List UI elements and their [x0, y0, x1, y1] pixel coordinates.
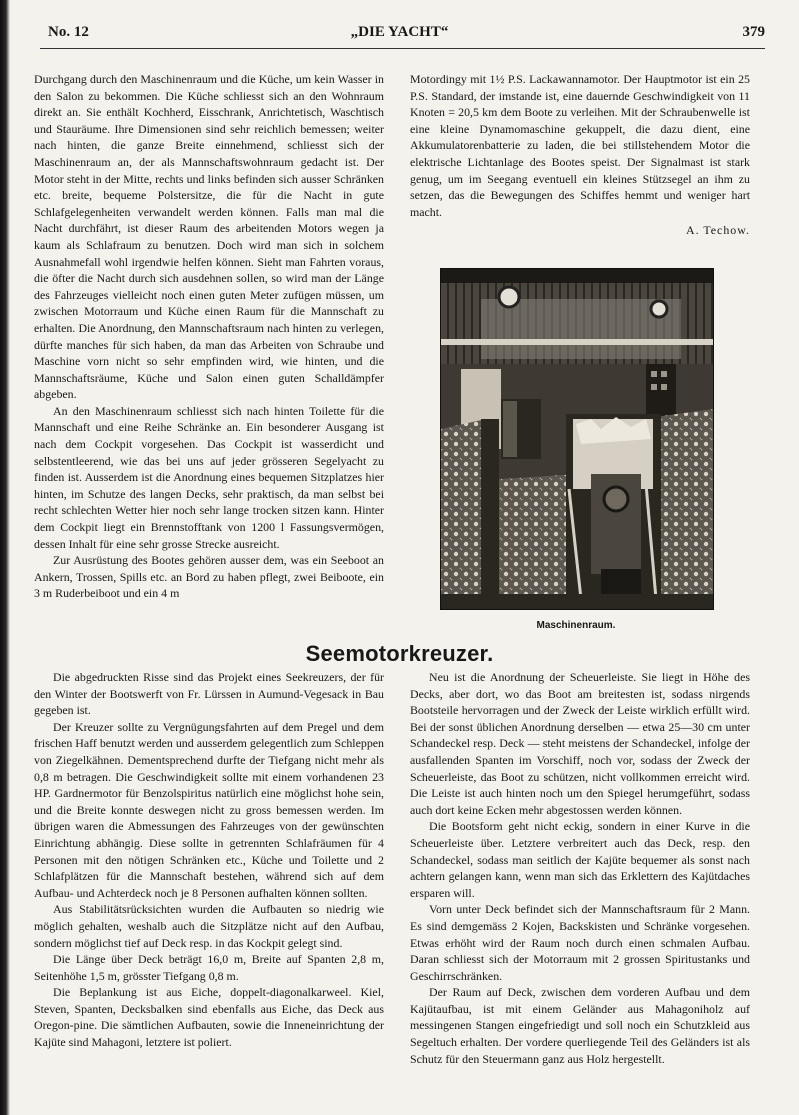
- paragraph: Durchgang durch den Maschinenraum und die Küche, um kein Wasser in den Salon zu bekommen. Die Küche schliesst sich an den Wohnraum direkt an. Sie enthält Kochherd, Eisschrank, Anrichtetisch, Waschtisch und Stauräume. Ihre Dimensionen sind sehr reichlich bemessen; weiter nach hinten, die ganze Breite einnehmend, schliesst sich der Maschinenraum an, der als Mannschaftswohnraum gedacht ist. Der Motor steht in der Mitte, rechts und links befinden sich ausser Schränken etc. breite, bequeme Polstersitze, die für die Nacht in gute Schlafgelegenheiten verwandelt werden können. Falls man mal die Nacht durchfährt, ist dieser Raum des arbeitenden Motors wegen ja kaum als Schlafraum zu benutzen. Doch wird man sich in solchem Ausnahmefall wohl irgendwie helfen können. Sieht man Fahrten voraus, die öfter die Nacht durch sich ausdehnen sollen, so wird man der Länge des Fahrzeuges vielleicht noch einen guten Meter zufügen müssen, um zwischen Motorraum und Küche einen Raum für die Mannschaft zu erhalten. Die Anordnung, den Mannschaftsraum nach hinten zu verlegen, dürfte manches für sich haben, da man das Arbeiten von Schraube und Maschine vorn nicht so sehr empfinden wird, wie hinten, und die Mannschaftsräume, Küche und Salon einen guten Schalldämpfer abgeben.: [34, 72, 384, 402]
- paragraph: Die Beplankung ist aus Eiche, doppelt-diagonalkarweel. Kiel, Steven, Spanten, Decksbalken sind ebenfalls aus Eiche, das Deck aus Oregon-pine. Die sämtlichen Aufbauten, sowie die Inneneinrichtung der Kajüte sind Mahagoni, letztere ist poliert.: [34, 985, 384, 1050]
- paragraph: Motordingy mit 1½ P.S. Lackawannamotor. Der Hauptmotor ist ein 25 P.S. Standard, der imstande ist, eine dauernde Geschwindigkeit von 11 Knoten = 20,5 km dem Boote zu verleihen. Mit der Schraubenwelle ist eine kleine Dynamomaschine gekuppelt, die dazu dient, eine Akkumulatorenbatterie zu laden, die bei stillstehendem Motor die elektrische Lichtanlage des Bootes speist. Der Signalmast ist stark genug, um im Seegang eventuell ein kleines Stützsegel an ihm zu setzen, das die Bewegungen des Schiffes hemmt und weniger hart macht.: [410, 72, 750, 219]
- issue-number: No. 12: [48, 24, 89, 40]
- paragraph: An den Maschinenraum schliesst sich nach hinten Toilette für die Mannschaft und eine Reihe Schränke an. Ein besonderer Ausgang ist nach dem Cockpit vorgesehen. Das Cockpit ist wasserdicht und selbstentleerend, wie das bei uns auf jeder grösseren Segelyacht zu finden ist. Ausserdem ist die Anordnung eines bequemen Sitzplatzes hier hinten, im Schutze des langen Decks, sehr praktisch, da man selbst bei recht schlechten Wetter hier noch sehr lange trocken sitzen kann. Hinter dem Cockpit liegt ein Brennstofftank von 1200 l Fassungsvermögen, dessen Inhalt für eine sehr grosse Strecke ausreicht.: [34, 403, 384, 551]
- engine-room-photo: [440, 268, 714, 610]
- paragraph: Neu ist die Anordnung der Scheuerleiste. Sie liegt in Höhe des Decks, aber dort, wo das Boot am breitesten ist, sodass nirgends Bootsteile hervorragen und der Zweck der Leiste wirklich erfüllt wird. Bei der sonst üblichen Anordnung derselben — etwa 25—30 cm unter Schandeckel resp. Deck — steht meistens der Schandeckel, infolge der ausfallenden Spanten im Vorschiff, noch vor, sodass der Zweck der Scheuerleiste, das Boot zu schützen, nicht vollkommen erreicht wird. Die Leiste ist auch hinten noch um den Spiegel herumgeführt, sodass auch dort keine Ecken mehr abgestossen werden können.: [410, 670, 750, 817]
- article-heading: Seemotorkreuzer.: [305, 641, 494, 666]
- paragraph: Die Bootsform geht nicht eckig, sondern in einer Kurve in die Scheuerleiste über. Letztere verbreitert auch das Deck, resp. den Schandeckel, sodass man seitlich der Kajüte bequemer als sonst nach achtern gelangen kann, wenn man sich das Erklettern des Kajütdaches ersparen will.: [410, 819, 750, 900]
- scan-edge-shadow: [0, 0, 10, 1115]
- paragraph: Zur Ausrüstung des Bootes gehören ausser dem, was ein Seeboot an Ankern, Trossen, Spills etc. an Bord zu haben pflegt, zwei Beiboote, ein 3 m Ruderbeiboot und ein 4 m: [34, 553, 384, 601]
- journal-title: „DIE YACHT“: [350, 24, 449, 40]
- column-4-seemotorkreuzer: [410, 669, 750, 1067]
- paragraph: Vorn unter Deck befindet sich der Mannschaftsraum für 2 Mann. Es sind demgemäss 2 Kojen, Backskisten und Schränke vorgesehen. Etwas erhöht wird der Raum noch durch einen schmalen Aufbau. Daran schliesst sich der Motorraum mit 2 grossen Spiritustanks und Geschirrschränken.: [410, 902, 750, 983]
- author-signature: A. Techow.: [686, 223, 750, 238]
- paragraph: Der Kreuzer sollte zu Vergnügungsfahrten auf dem Pregel und dem frischen Haff benutzt werden und ausserdem gelegentlich zum Schleppen von Ziegelkähnen. Dementsprechend durfte der Tiefgang nicht mehr als 0,8 m betragen. Die Geschwindigkeit sollte mit einem vorhandenen 23 HP. Gardnermotor für Benzolspiritus natürlich eine möglichst hohe sein, und die Breite konnte deswegen nicht zu gross bemessen werden. Im übrigen waren die Abmessungen des Fahrzeuges von der gewünschten Einrichtung abhängig. Diese sollte in getrennten Schlafräumen für 4 Personen mit den nötigen Schränken etc., Küche und Toilette und 2 Schlafplätzen für die Mannschaft bestehen, während sich auf dem Aufbau- und Achterdeck noch je 8 Personen aufhalten können sollten.: [34, 719, 384, 900]
- paragraph: Aus Stabilitätsrücksichten wurden die Aufbauten so niedrig wie möglich gehalten, weshalb auch die Sitzplätze nicht auf den Aufbau, sondern möglichst tief auf Deck resp. in das Kockpit gelegt sind.: [34, 902, 384, 950]
- header-rule: [40, 48, 765, 49]
- column-1-article-continuation: [34, 71, 384, 602]
- engine-room-photo-illustration: [441, 269, 713, 609]
- page-number: 379: [742, 24, 765, 40]
- paragraph: Die abgedruckten Risse sind das Projekt eines Seekreuzers, der für den Winter der Bootswerft von Fr. Lürssen in Aumund-Vegesack in Bau gegeben ist.: [34, 670, 384, 718]
- photo-caption: Maschinenraum.: [536, 620, 616, 631]
- paragraph: Der Raum auf Deck, zwischen dem vorderen Aufbau und dem Kajütaufbau, ist mit einem Geländer aus Mahagoniholz auf messingenen Stangen eingefriedigt und soll noch ein Schutzkleid aus Segeltuch erhalten. Der vordere querliegende Teil des Geländers ist als Schutz für den Steuermann ganz aus Holz hergestellt.: [410, 985, 750, 1066]
- paragraph: Die Länge über Deck beträgt 16,0 m, Breite auf Spanten 2,8 m, Seitenhöhe 1,5 m, grösster Tiefgang 0,8 m.: [34, 952, 384, 983]
- column-3-seemotorkreuzer: [34, 669, 384, 1051]
- column-2-article-continuation: [410, 71, 750, 239]
